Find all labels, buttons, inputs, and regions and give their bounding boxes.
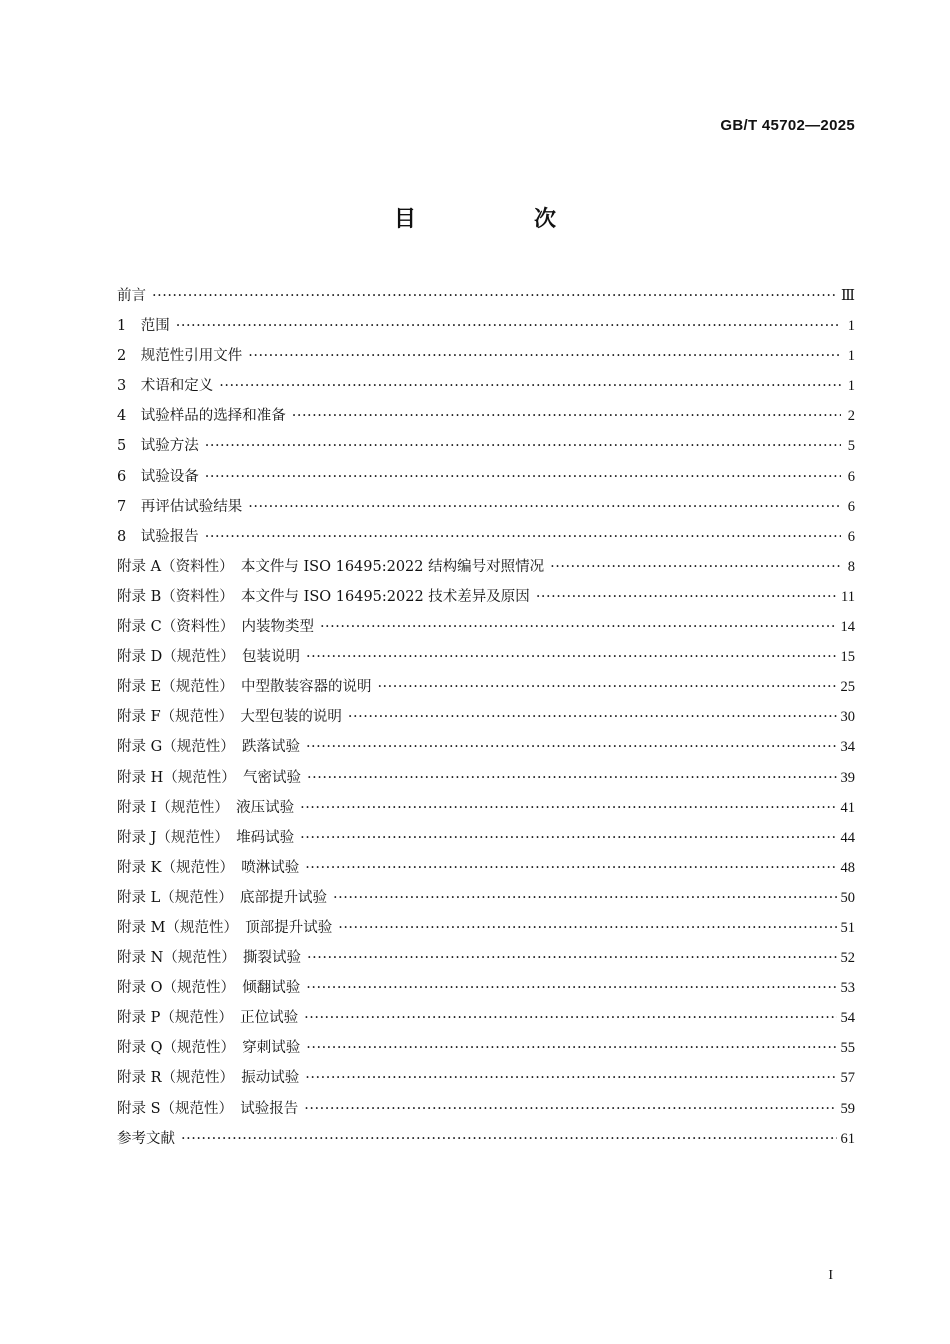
toc-entry[interactable] (117, 913, 855, 943)
toc-entry-label: 3 术语和定义 (117, 378, 214, 395)
toc-dot-leader (304, 1094, 836, 1124)
toc-entry-label: 附录 A（资料性） 本文件与 ISO 16495:2022 结构编号对照情况 (117, 558, 545, 575)
toc-entry[interactable] (117, 431, 855, 461)
toc-entry-page: 2 (847, 408, 855, 425)
toc-entry-page: Ⅲ (841, 288, 855, 304)
toc-entry-label: 附录 C（资料性） 内装物类型 (117, 619, 314, 636)
toc-entry-page: 5 (847, 438, 855, 455)
toc-entry-page: 54 (840, 1010, 855, 1027)
toc-entry[interactable] (117, 462, 855, 492)
toc-entry-page: 6 (847, 528, 855, 545)
toc-entry[interactable] (117, 943, 855, 973)
toc-dot-leader (305, 853, 836, 883)
toc-entry-page: 30 (840, 709, 855, 726)
toc-dot-leader (377, 672, 836, 702)
toc-entry[interactable] (117, 763, 855, 793)
toc-dot-leader (248, 492, 841, 522)
toc-entry-label: 附录 S（规范性） 试验报告 (117, 1100, 299, 1117)
toc-entry[interactable] (117, 341, 855, 371)
toc-entry[interactable] (117, 1033, 855, 1063)
page-number: I (828, 1268, 833, 1283)
toc-dot-leader (550, 552, 841, 582)
toc-dot-leader (300, 793, 836, 823)
toc-entry-label: 附录 I（规范性） 液压试验 (117, 799, 295, 816)
toc-entry-label: 4 试验样品的选择和准备 (117, 408, 286, 425)
toc-entry[interactable] (117, 612, 855, 642)
toc-entry[interactable] (117, 492, 855, 522)
toc-entry-label: 附录 O（规范性） 倾翻试验 (117, 980, 301, 997)
toc-entry-label: 附录 N（规范性） 撕裂试验 (117, 950, 302, 967)
toc-entry-label: 附录 M（规范性） 顶部提升试验 (117, 919, 333, 936)
toc-entry-label: 附录 J（规范性） 堆码试验 (117, 829, 295, 846)
toc-entry-label: 8 试验报告 (117, 528, 199, 545)
toc-entry-page: 50 (840, 889, 855, 906)
toc-entry[interactable] (117, 371, 855, 401)
toc-dot-leader (205, 522, 841, 552)
toc-dot-leader (152, 281, 837, 311)
toc-entry[interactable] (117, 702, 855, 732)
toc-entry-label: 附录 R（规范性） 振动试验 (117, 1070, 300, 1087)
toc-entry-page: 44 (840, 829, 855, 846)
toc-entry[interactable] (117, 793, 855, 823)
toc-entry-page: 14 (840, 619, 855, 636)
toc-entry-page: 6 (847, 468, 855, 485)
toc-entry-page: 61 (840, 1130, 855, 1147)
toc-entry[interactable] (117, 672, 855, 702)
toc-dot-leader (306, 732, 837, 762)
standard-code: GB/T 45702—2025 (720, 117, 855, 134)
page-title: 目 次 (393, 207, 604, 232)
toc-dot-leader (205, 462, 841, 492)
toc-entry[interactable] (117, 582, 855, 612)
toc-entry-page: 8 (847, 558, 855, 575)
toc-entry-page: 11 (841, 588, 855, 605)
toc-dot-leader (307, 763, 836, 793)
toc-entry-page: 1 (847, 318, 855, 335)
toc-entry-label: 附录 Q（规范性） 穿刺试验 (117, 1040, 301, 1057)
toc-entry-page: 57 (840, 1070, 855, 1087)
toc-entry[interactable] (117, 853, 855, 883)
toc-dot-leader (300, 823, 836, 853)
toc-dot-leader (536, 582, 837, 612)
toc-dot-leader (306, 642, 837, 672)
toc-entry-label: 附录 F（规范性） 大型包装的说明 (117, 709, 342, 726)
toc-entry-label: 附录 P（规范性） 正位试验 (117, 1010, 299, 1027)
toc-entry-label: 附录 D（规范性） 包装说明 (117, 649, 300, 666)
toc-dot-leader (248, 341, 841, 371)
toc-dot-leader (304, 1003, 836, 1033)
toc-entry-page: 52 (840, 950, 855, 967)
toc-entry-label: 7 再评估试验结果 (117, 498, 243, 515)
toc-entry-page: 6 (847, 498, 855, 515)
toc-dot-leader (176, 311, 841, 341)
toc-entry[interactable] (117, 1124, 855, 1154)
toc-dot-leader (348, 702, 837, 732)
toc-dot-leader (333, 883, 837, 913)
toc-entry-label: 参考文献 (117, 1130, 175, 1147)
toc-dot-leader (307, 943, 836, 973)
toc-entry-label: 附录 L（规范性） 底部提升试验 (117, 889, 327, 906)
toc-entry[interactable] (117, 1063, 855, 1093)
toc-entry-label: 附录 K（规范性） 喷淋试验 (117, 859, 300, 876)
toc-entry-page: 15 (840, 649, 855, 666)
toc-entry-page: 59 (840, 1100, 855, 1117)
toc-entry-page: 41 (840, 799, 855, 816)
toc-entry-label: 2 规范性引用文件 (117, 348, 243, 365)
toc-entry[interactable] (117, 732, 855, 762)
toc-entry[interactable] (117, 883, 855, 913)
toc-entry-label: 前言 (117, 288, 146, 304)
toc-dot-leader (305, 1063, 836, 1093)
toc-entry-label: 附录 G（规范性） 跌落试验 (117, 739, 300, 756)
toc-entry-label: 1 范围 (117, 318, 170, 335)
toc-dot-leader (219, 371, 841, 401)
toc-entry[interactable] (117, 522, 855, 552)
toc-entry[interactable] (117, 1094, 855, 1124)
toc-entry-page: 55 (840, 1040, 855, 1057)
toc-entry-page: 1 (847, 378, 855, 395)
toc-entry-page: 51 (840, 919, 855, 936)
toc-entry[interactable] (117, 311, 855, 341)
toc-entry[interactable] (117, 1003, 855, 1033)
toc-entry[interactable] (117, 642, 855, 672)
toc-entry-label: 附录 H（规范性） 气密试验 (117, 769, 302, 786)
toc-dot-leader (306, 1033, 836, 1063)
toc-entry-page: 1 (847, 348, 855, 365)
toc-dot-leader (306, 973, 836, 1003)
toc-entry[interactable] (117, 973, 855, 1003)
toc-entry[interactable] (117, 823, 855, 853)
toc-entry-page: 39 (840, 769, 855, 786)
toc-entry-label: 附录 B（资料性） 本文件与 ISO 16495:2022 技术差异及原因 (117, 588, 530, 605)
toc-entry[interactable] (117, 552, 855, 582)
toc-entry-page: 25 (840, 679, 855, 696)
toc-entry-page: 48 (840, 859, 855, 876)
toc-entry[interactable] (117, 281, 855, 311)
toc-dot-leader (320, 612, 837, 642)
toc-dot-leader (181, 1124, 837, 1154)
toc-entry-label: 附录 E（规范性） 中型散装容器的说明 (117, 679, 372, 696)
toc-entry-label: 6 试验设备 (117, 468, 199, 485)
toc-entry-label: 5 试验方法 (117, 438, 199, 455)
toc-dot-leader (205, 431, 841, 461)
toc-entry-page: 34 (840, 739, 855, 756)
toc-dot-leader (292, 401, 841, 431)
toc-dot-leader (338, 913, 836, 943)
table-of-contents (117, 281, 855, 1154)
toc-entry[interactable] (117, 401, 855, 431)
toc-entry-page: 53 (840, 980, 855, 997)
